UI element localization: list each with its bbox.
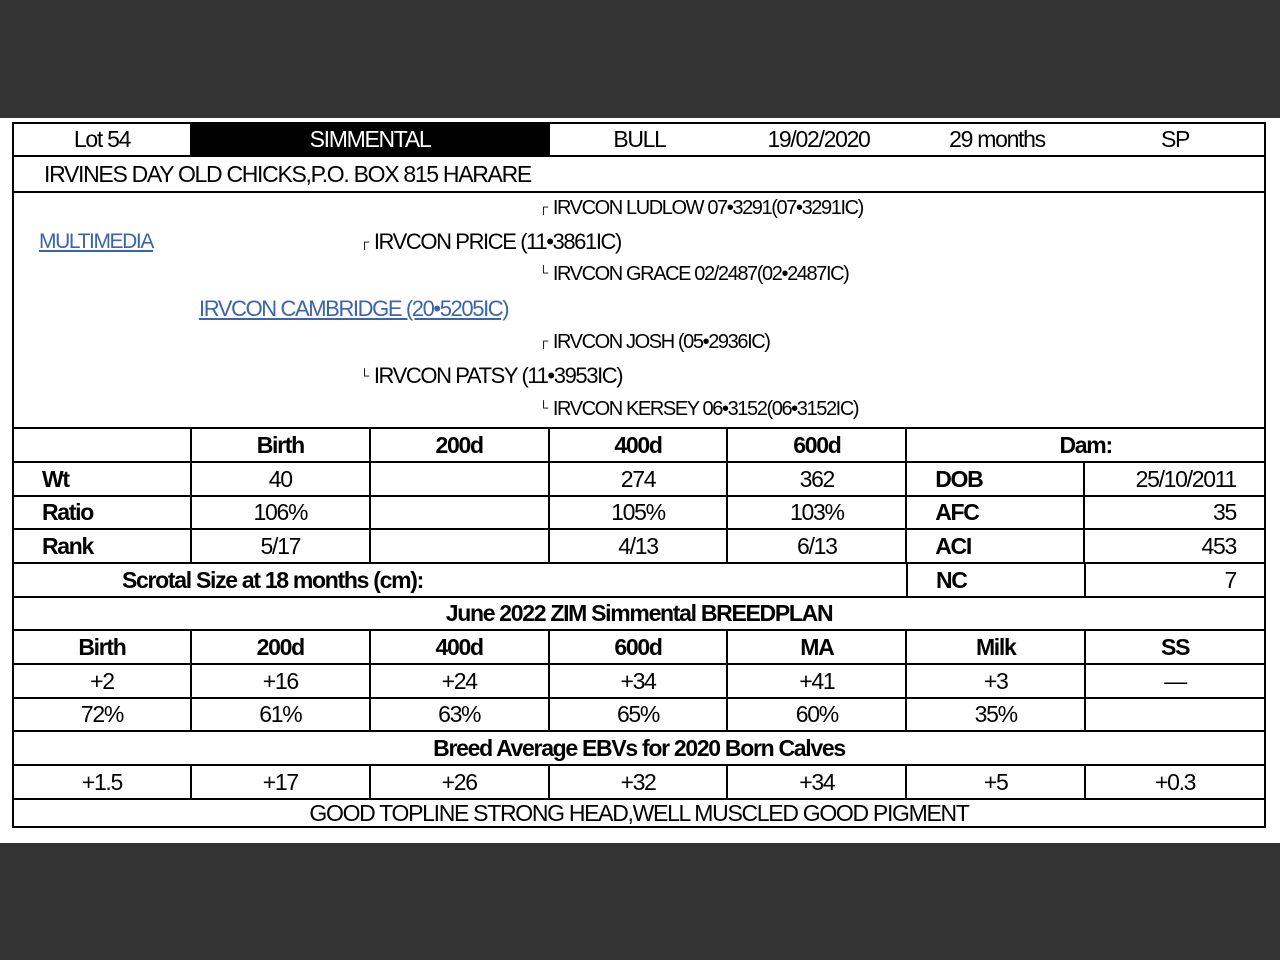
breed-average-cell: +0.3 [1154, 768, 1196, 795]
pedigree-dam-dam: └ IRVCON KERSEY 06•3152(06•3152IC) [539, 398, 859, 420]
dam-header: Dam: [1059, 431, 1112, 458]
ebv-header: Milk [907, 631, 1086, 663]
birth-date: 19/02/2020 [767, 126, 870, 152]
ratio-cell: 106% [192, 497, 371, 528]
lot-number: Lot 54 [14, 124, 192, 155]
accuracy-row [14, 699, 1264, 732]
breedplan-header-row [14, 631, 1264, 665]
ratio-cell: 105% [550, 497, 729, 528]
scrotal-label: Scrotal Size at 18 months (cm): [14, 564, 908, 596]
ebv-cell: +2 [14, 665, 192, 697]
ebv-row [14, 665, 1264, 699]
breed-average-cell: +32 [550, 766, 729, 798]
weight-cell: 274 [550, 463, 729, 495]
dam-value: 35 [1213, 499, 1236, 525]
ebv-header: 200d [192, 631, 371, 663]
lot-header-row [14, 124, 1264, 157]
dam-value: 453 [1201, 532, 1236, 559]
ebv-cell: +16 [192, 665, 371, 697]
row-label: Wt [14, 463, 192, 495]
pedigree-sire-sire: ┌ IRVCON PRICE (11•3861IC) [360, 229, 621, 254]
accuracy-cell [1086, 699, 1264, 730]
rank-row [14, 530, 1264, 564]
ebv-header: 600d [550, 631, 729, 663]
weight-cell [371, 463, 550, 495]
weights-corner [14, 429, 192, 461]
scrotal-row [14, 564, 1264, 598]
bracket-top-icon: ┌ [360, 234, 368, 249]
ebv-cell: +3 [907, 665, 1086, 697]
accuracy-cell: 72% [14, 699, 192, 730]
breed-average-cell: +1.5 [14, 766, 192, 798]
rank-cell: 6/13 [728, 530, 907, 562]
bracket-top-icon: ┌ [539, 199, 547, 214]
ebv-cell: +41 [728, 665, 907, 697]
pedigree-dam-sire: ┌ IRVCON JOSH (05•2936IC) [539, 331, 770, 353]
comments-row [14, 800, 1264, 826]
dam-key: DOB [907, 463, 1085, 495]
ebv-header: SS [1161, 633, 1190, 660]
ratio-cell [371, 497, 550, 528]
nc-key: NC [908, 564, 1086, 596]
sire-link[interactable]: IRVCON CAMBRIDGE (20•5205IC) [199, 296, 509, 321]
pedigree-sire-sire-sire: ┌ IRVCON LUDLOW 07•3291(07•3291IC) [539, 197, 863, 219]
breedplan-title: June 2022 ZIM Simmental BREEDPLAN [445, 600, 833, 626]
multimedia-link[interactable]: MULTIMEDIA [39, 230, 153, 253]
breedplan-title-row [14, 598, 1264, 631]
weight-cell: 362 [728, 463, 907, 495]
weight-cell: 40 [192, 463, 371, 495]
nc-value: 7 [1224, 566, 1236, 593]
breed-label: SIMMENTAL [192, 124, 550, 155]
ebv-cell: — [1164, 667, 1186, 694]
rank-cell [371, 530, 550, 562]
breed-average-title: Breed Average EBVs for 2020 Born Calves [433, 734, 845, 761]
ratio-row [14, 497, 1264, 530]
sex-label: BULL [613, 126, 666, 152]
accuracy-cell: 65% [550, 699, 729, 730]
weights-header: 200d [371, 429, 550, 461]
rank-cell: 5/17 [192, 530, 371, 562]
bracket-top-icon: ┌ [539, 333, 547, 348]
sale-sheet [0, 118, 1280, 843]
pedigree-section [14, 193, 1264, 429]
ebv-header: Birth [14, 631, 192, 663]
dam-value: 25/10/2011 [1135, 465, 1236, 492]
pedigree-sire-sire-dam: └ IRVCON GRACE 02/2487(02•2487IC) [539, 263, 849, 285]
weights-header: 400d [550, 429, 729, 461]
accuracy-cell: 61% [192, 699, 371, 730]
weights-header: 600d [728, 429, 907, 461]
ebv-cell: +34 [550, 665, 729, 697]
ratio-cell: 103% [728, 497, 907, 528]
weight-row [14, 463, 1264, 497]
weights-header-row [14, 429, 1264, 463]
bracket-bottom-icon: └ [539, 265, 547, 280]
breed-average-cell: +34 [728, 766, 907, 798]
breed-average-cell: +26 [371, 766, 550, 798]
breed-average-cell: +5 [907, 766, 1086, 798]
breed-average-cell: +17 [192, 766, 371, 798]
pedigree-dam: └ IRVCON PATSY (11•3953IC) [360, 363, 623, 388]
accuracy-cell: 63% [371, 699, 550, 730]
age-label: 29 months [949, 126, 1045, 152]
rank-cell: 4/13 [550, 530, 729, 562]
bracket-bottom-icon: └ [360, 368, 368, 383]
ebv-header: MA [728, 631, 907, 663]
weights-header: Birth [192, 429, 371, 461]
dam-key: AFC [907, 497, 1085, 528]
dam-key: ACI [907, 530, 1085, 562]
accuracy-cell: 35% [907, 699, 1086, 730]
breeder-name: IRVINES DAY OLD CHICKS,P.O. BOX 815 HARARE [44, 160, 531, 187]
type-label: SP [1160, 126, 1190, 152]
ebv-cell: +24 [371, 665, 550, 697]
breeder-row [14, 157, 1264, 193]
row-label: Rank [14, 530, 192, 562]
lot-card [12, 122, 1266, 828]
breed-average-title-row [14, 732, 1264, 766]
bracket-bottom-icon: └ [539, 400, 547, 415]
ebv-header: 400d [371, 631, 550, 663]
breed-average-row [14, 766, 1264, 800]
accuracy-cell: 60% [728, 699, 907, 730]
row-label: Ratio [14, 497, 192, 528]
comments-text: GOOD TOPLINE STRONG HEAD,WELL MUSCLED GOOD PIGMENT [309, 800, 969, 826]
